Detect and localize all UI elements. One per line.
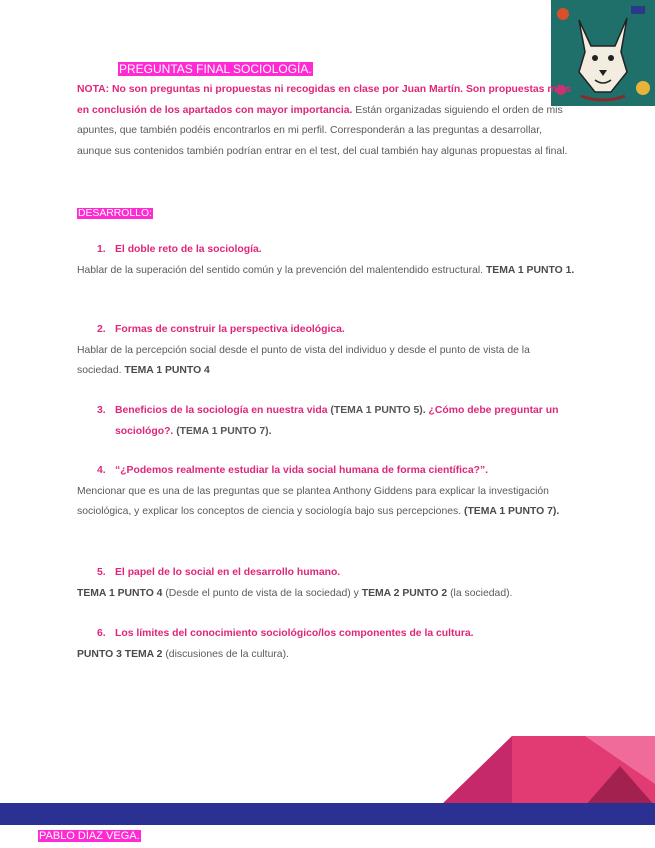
question-2-ref: TEMA 1 PUNTO 4 [124,365,210,376]
question-2-title: 2. Formas de construir la perspectiva ideológica. [97,324,345,335]
question-1 [77,240,577,281]
decorative-shapes [440,736,655,806]
section-label: DESARROLLO: [78,208,152,219]
question-6-body: PUNTO 3 TEMA 2 (discusiones de la cultura). [77,648,289,660]
question-6-title: 6. Los límites del conocimiento sociológico/los componentes de la cultura. [97,628,474,639]
question-4 [77,461,577,523]
question-3-title: 3. Beneficios de la sociología en nuestra vida (TEMA 1 PUNTO 5). ¿Cómo debe preguntar un sociológo?. (TEMA 1 PUNTO 7). [97,405,559,437]
question-1-body: Hablar de la superación del sentido común y la prevención del malentendido estructural. TEMA 1 PUNTO 1. [77,264,575,276]
question-2-body: Hablar de la percepción social desde el punto de vista del individuo y desde el punto de vista de la sociedad. TEMA 1 PUNTO 4 [77,344,530,376]
question-5-body: TEMA 1 PUNTO 4 (Desde el punto de vista de la sociedad) y TEMA 2 PUNTO 2 (la sociedad). [77,587,513,599]
question-3 [77,401,577,442]
intro-note: NOTA: No son preguntas ni propuestas ni recogidas en clase por Juan Martín. Son propuestas mías en conclusión de los apartados con mayor importancia. [77,84,572,116]
question-4-title: 4. “¿Podemos realmente estudiar la vida social humana de forma científica?”. [97,465,489,476]
footer-band [0,803,655,825]
intro-text: Están organizadas siguiendo el orden de mis apuntes, que también podéis encontrarlos en mi perfil. Corresponderán a las preguntas a desarrollar, aunque sus contenidos también podrían entrar en el test, del cual también hay algunas propuestas al final. [77,104,568,157]
question-4-ref: (TEMA 1 PUNTO 7). [463,506,560,517]
question-1-ref: TEMA 1 PUNTO 1. [485,264,575,276]
footer-name-wrap [38,826,141,844]
intro-paragraph [77,80,577,162]
question-5-title: 5. El papel de lo social en el desarrollo humano. [97,567,341,578]
question-1-title: 1. El doble reto de la sociología. [97,244,262,255]
document-title: PREGUNTAS FINAL SOCIOLOGÍA. [119,62,312,76]
question-4-body: Mencionar que es una de las preguntas que se plantea Anthony Giddens para explicar la investigación sociológica, y explicar los conceptos de ciencia y sociología bajo sus percepciones. (TEMA 1 PUNTO 7). [77,485,560,517]
question-2 [77,320,577,382]
question-6 [77,624,577,665]
section-label-wrap [77,203,153,221]
author-name: PABLO DÍAZ VEGA. [39,830,140,842]
decorative-dark-pink-triangle [440,736,512,806]
document-title-wrap [118,60,313,78]
question-5 [77,563,577,604]
